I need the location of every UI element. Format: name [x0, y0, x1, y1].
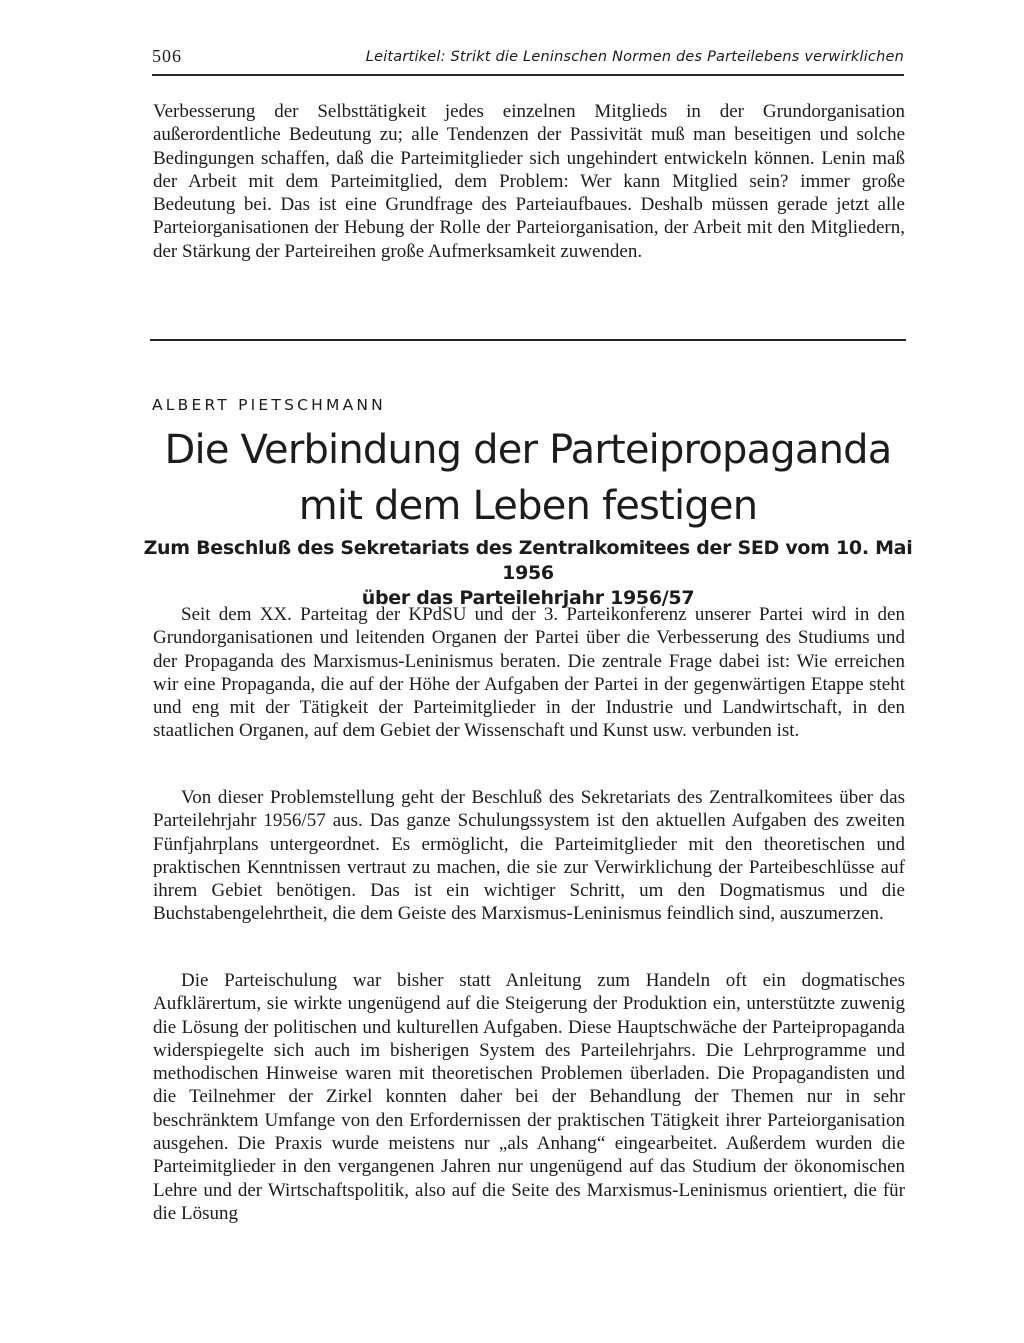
article-title-line-2: mit dem Leben festigen — [298, 483, 758, 529]
article-title — [130, 422, 926, 534]
body-paragraph-3: Die Parteischulung war bisher statt Anleitung zum Handeln oft ein dogmatisches Aufklärertum, sie wirkte ungenügend auf die Steigerung der Produktion ein, unterstützte zuwenig die Lösung der politischen und kulturellen Aufgaben. Diese Hauptschwäche der Parteipropaganda widerspiegelte sich auch im bisherigen System des Parteilehrjahrs. Die Lehrprogramme und methodischen Hinweise waren mit theoretischen Problemen überladen. Die Propagandisten und die Teilnehmer der Zirkel konnten daher bei der Behandlung der Themen nur in sehr beschränktem Umfange von den Erfordernissen der praktischen Tätigkeit ihrer Parteiorganisation ausgehen. Die Praxis wurde meistens nur „als Anhang“ eingearbeitet. Außerdem wurden die Parteimitglieder in den vergangenen Jahren nur ungenügend auf das Studium der ökonomischen Lehre und der Wirtschaftspolitik, also auf die Seite des Marxismus-Leninismus orientiert, die für die Lösung — [153, 970, 905, 1224]
body-paragraph-2: Von dieser Problemstellung geht der Beschluß des Sekretariats des Zentralkomitees über das Parteilehrjahr 1956/57 aus. Das ganze Schulungssystem ist den aktuellen Aufgaben des zweiten Fünfjahrplans untergeordnet. Es ermöglicht, die Parteimitglieder mit den theoretischen und praktischen Kenntnissen vertraut zu machen, die sie zur Verwirklichung der Parteibeschlüsse auf ihrem Gebiet benötigen. Das ist ein wichtiger Schritt, um den Dogmatismus und die Buchstabengelehrtheit, die dem Geiste des Marxismus-Leninismus feindlich sind, auszumerzen. — [153, 787, 905, 925]
page-number: 506 — [152, 46, 182, 66]
running-header — [152, 44, 904, 76]
body-paragraph-1: Seit dem XX. Parteitag der KPdSU und der 3. Parteikonferenz unserer Partei wird in den Grundorganisationen und leitenden Organen der Partei über die Verbesserung des Studiums und der Propaganda des Marxismus-Leninismus beraten. Die zentrale Frage dabei ist: Wie erreichen wir eine Propaganda, die auf der Höhe der Aufgaben der Partei in der gegenwärtigen Etappe steht und eng mit der Tätigkeit der Parteimitglieder in der Industrie und Landwirtschaft, in den staatlichen Organen, auf dem Gebiet der Wissenschaft und Kunst usw. verbunden ist. — [153, 604, 905, 742]
article-title-line-1: Die Verbindung der Parteipropaganda — [164, 427, 892, 473]
article-subtitle-line-2: über das Parteilehrjahr 1956/57 — [361, 587, 695, 609]
article-subtitle — [130, 536, 926, 611]
article-author: ALBERT PIETSCHMANN — [152, 396, 386, 414]
intro-paragraph: Verbesserung der Selbsttätigkeit jedes einzelnen Mitglieds in der Grundorganisation außerordentliche Bedeutung zu; alle Tendenzen der Passivität muß man beseitigen und solche Bedingungen schaffen, daß die Parteimitglieder sich ungehindert entwickeln können. Lenin maß der Arbeit mit dem Parteimitglied, dem Problem: Wer kann Mitglied sein? immer große Bedeutung bei. Das ist eine Grundfrage des Parteiaufbaues. Deshalb müssen gerade jetzt alle Parteiorganisationen der Hebung der Rolle der Parteiorganisation, der Arbeit mit den Mitgliedern, der Stärkung der Parteireihen große Aufmerksamkeit zuwenden. — [153, 101, 905, 262]
article-subtitle-line-1: Zum Beschluß des Sekretariats des Zentralkomitees der SED vom 10. Mai 1956 — [143, 537, 913, 584]
section-divider — [150, 339, 906, 341]
running-title: Leitartikel: Strikt die Leninschen Normen des Parteilebens verwirklichen — [365, 49, 904, 65]
